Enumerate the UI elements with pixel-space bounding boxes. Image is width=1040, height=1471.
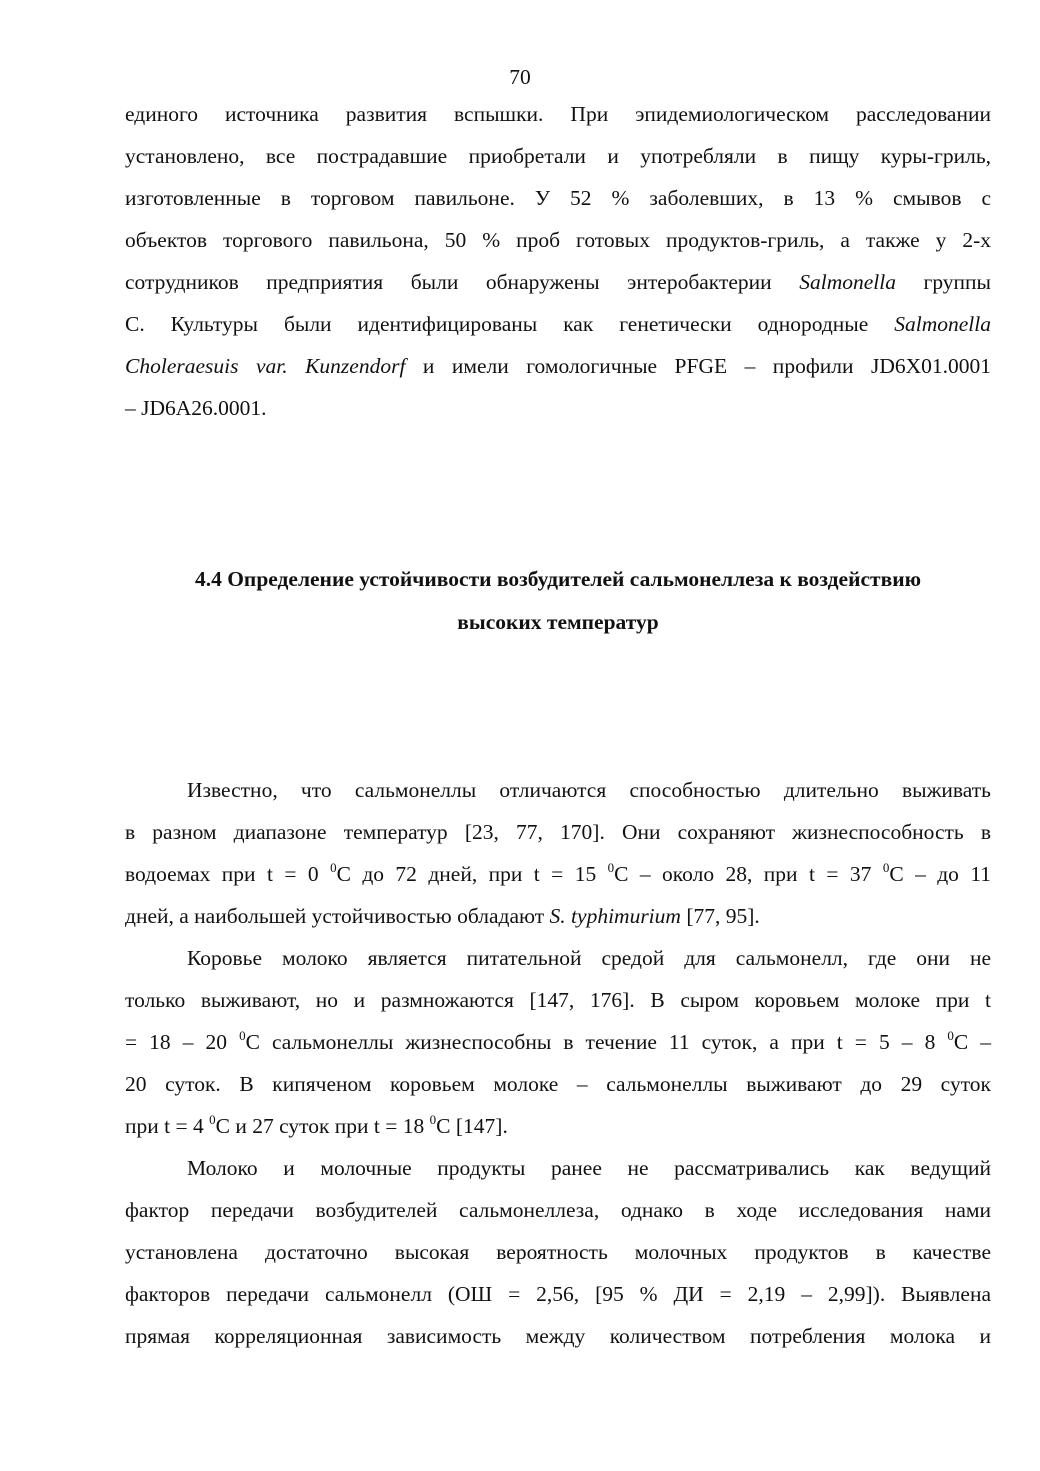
species-name: Salmonella <box>894 312 991 336</box>
species-name: Choleraesuis var. Kunzendorf <box>125 354 406 378</box>
paragraph-cow-milk <box>125 937 991 1147</box>
degree-superscript: 0 <box>330 860 337 875</box>
text-line: при t = 4 $^0$С и 27 суток при t = 18 $^0$С [147]. <box>125 1112 508 1138</box>
text-line: установлена достаточно высокая вероятность молочных продуктов в качестве <box>125 1240 991 1264</box>
section-heading <box>125 558 991 644</box>
degree-superscript: 0 <box>209 1112 216 1127</box>
degree-superscript: 0 <box>607 860 615 875</box>
paragraph-dairy-factor <box>125 1147 991 1357</box>
text-line: 20 суток. В кипяченом коровьем молоке – сальмонеллы выживают до 29 суток <box>125 1072 991 1096</box>
text-line: прямая корреляционная зависимость между количеством потребления молока и <box>125 1324 991 1348</box>
page-number: 70 <box>509 65 531 89</box>
text-line: С. Культуры были идентифицированы как генетически однородные Salmonella <box>125 312 991 336</box>
degree-superscript: 0 <box>947 1028 954 1043</box>
heading-line: 4.4 Определение устойчивости возбудителей сальмонеллеза к воздействию <box>194 567 922 591</box>
text-line: Choleraesuis var. Kunzendorf и имели гомологичные PFGE – профили JD6X01.0001 <box>125 354 992 378</box>
text-line: Коровье молоко является питательной средой для сальмонелл, где они не <box>187 946 991 970</box>
degree-superscript: 0 <box>882 860 890 875</box>
species-name: S. typhimurium <box>549 904 681 928</box>
text-line: в разном диапазоне температур [23, 77, 170]. Они сохраняют жизнеспособность в <box>125 820 991 844</box>
degree-superscript: 0 <box>429 1112 437 1127</box>
text-line: только выживают, но и размножаются [147, 176]. В сыром коровьем молоке при t <box>125 988 991 1012</box>
text-line: дней, а наибольшей устойчивостью обладают S. typhimurium [77, 95]. <box>125 904 760 928</box>
degree-superscript: 0 <box>239 1028 246 1043</box>
text-line: – JD6A26.0001. <box>125 396 267 420</box>
text-line: водоемах при t = 0 $^0$С до 72 дней, при t = 15 $^0$С – около 28, при t = 37 $^0$С – до 11 <box>125 860 992 886</box>
text-line: факторов передачи сальмонелл (ОШ = 2,56, [95 % ДИ = 2,19 – 2,99]). Выявлена <box>125 1282 991 1306</box>
text-line: установлено, все пострадавшие приобретали и употребляли в пищу куры-гриль, <box>125 144 991 168</box>
species-name: Salmonella <box>799 270 896 294</box>
text-line: изготовленные в торговом павильоне. У 52 % заболевших, в 13 % смывов с <box>125 186 991 210</box>
text-line: = 18 – 20 $^0$С сальмонеллы жизнеспособны в течение 11 суток, а при t = 5 – 8 $^0$С – <box>125 1028 992 1054</box>
paragraph-temperature-survival <box>125 769 991 937</box>
text-line: Молоко и молочные продукты ранее не рассматривались как ведущий <box>187 1156 991 1180</box>
paragraph-outbreak-source <box>125 93 991 429</box>
text-line: сотрудников предприятия были обнаружены энтеробактерии Salmonella группы <box>125 270 992 294</box>
heading-line: высоких температур <box>457 610 659 634</box>
text-line: объектов торгового павильона, 50 % проб готовых продуктов-гриль, а также у 2-х <box>125 228 991 252</box>
text-line: фактор передачи возбудителей сальмонеллеза, однако в ходе исследования нами <box>125 1198 991 1222</box>
text-line: Известно, что сальмонеллы отличаются способностью длительно выживать <box>187 778 991 802</box>
text-line: единого источника развития вспышки. При эпидемиологическом расследовании <box>125 102 991 126</box>
